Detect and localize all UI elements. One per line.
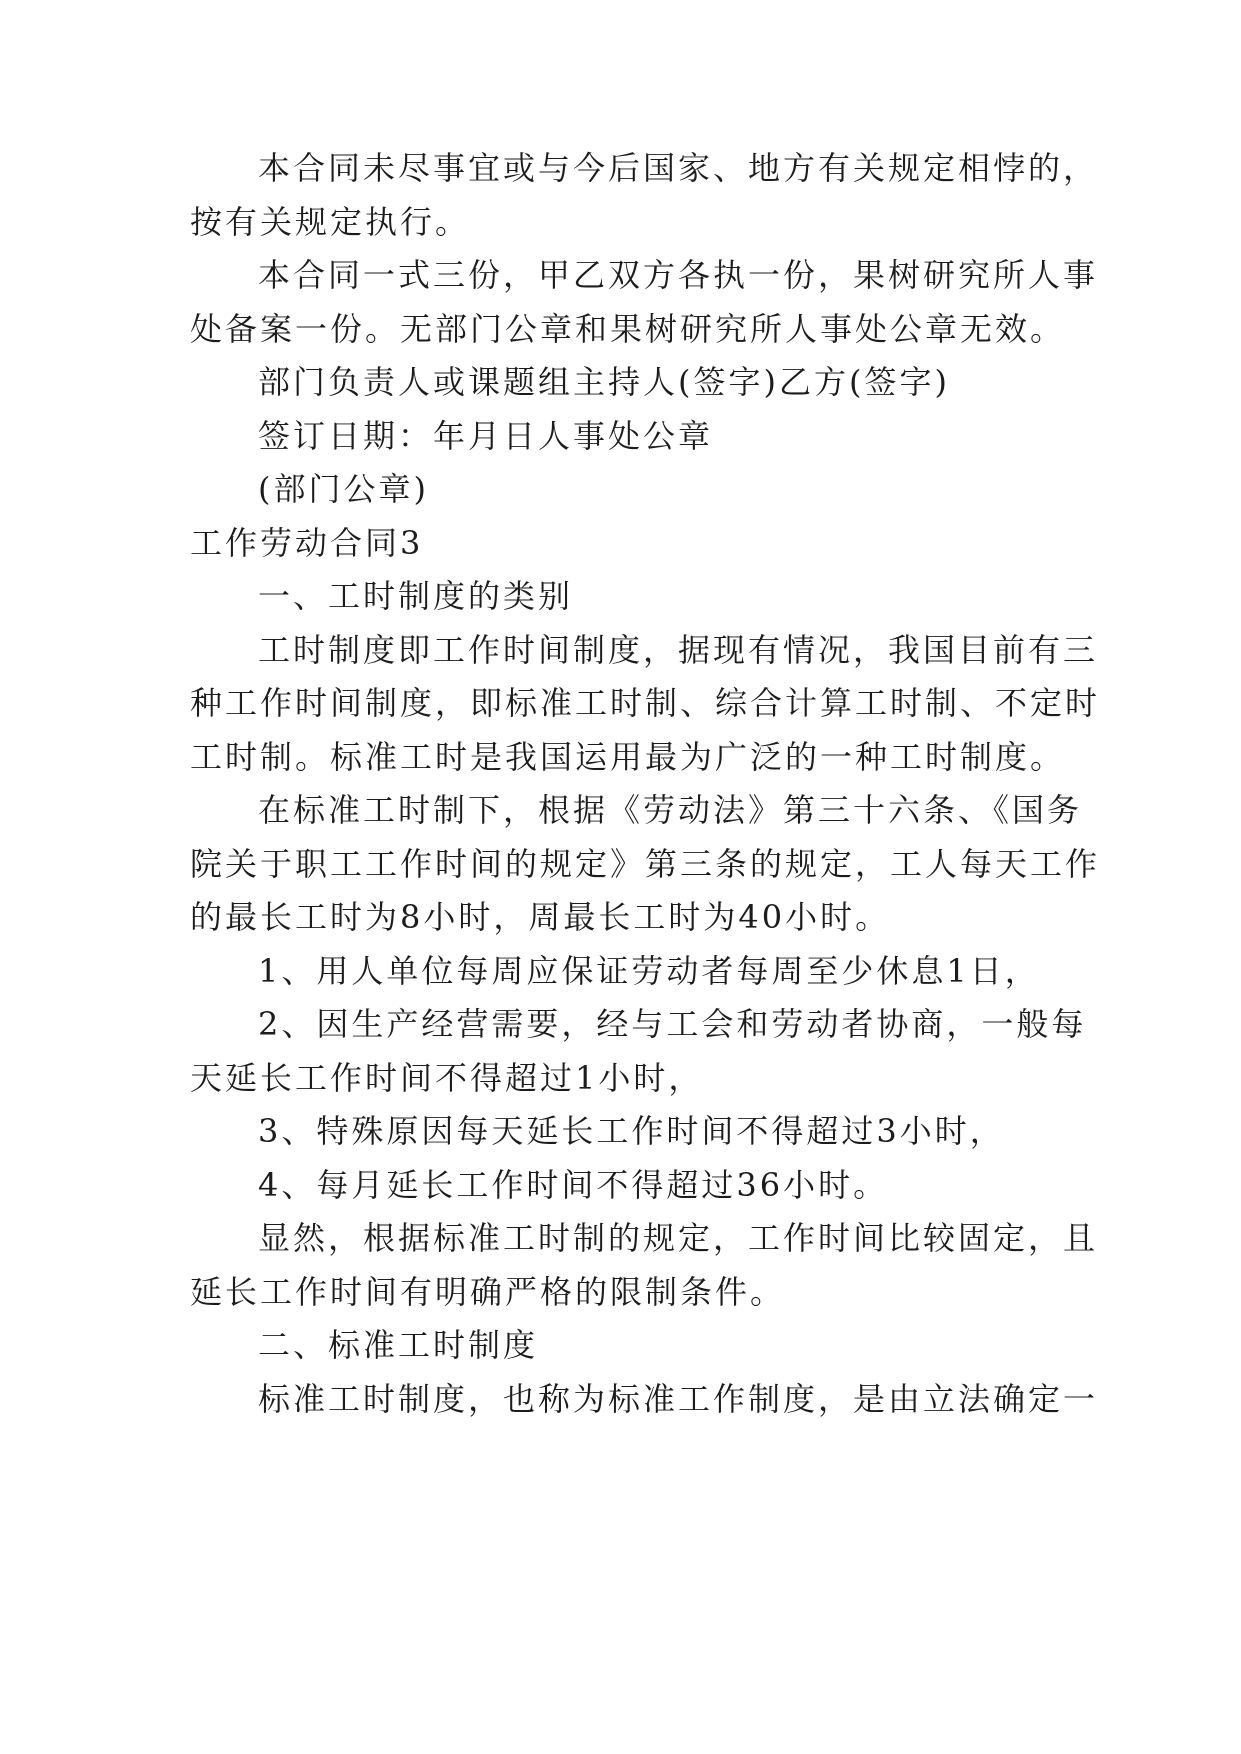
paragraph-line: 显然，根据标准工时制的规定，工作时间比较固定，且 <box>258 1219 1099 1257</box>
list-item-continuation: 天延长工作时间不得超过1小时， <box>190 1059 704 1097</box>
list-item: 2、因生产经营需要，经与工会和劳动者协商，一般每 <box>258 1005 1087 1043</box>
list-item: 3、特殊原因每天延长工作时间不得超过3小时， <box>258 1112 1005 1150</box>
paragraph-line: 的最长工时为8小时，周最长工时为40小时。 <box>190 898 891 936</box>
list-item: 1、用人单位每周应保证劳动者每周至少休息1日， <box>258 952 1040 990</box>
paragraph-line: 按有关规定执行。 <box>190 203 471 241</box>
paragraph-line: 延长工作时间有明确严格的限制条件。 <box>190 1273 786 1311</box>
paragraph-line: 在标准工时制下，根据《劳动法》第三十六条、《国务 <box>258 791 1083 829</box>
paragraph-line: 处备案一份。无部门公章和果树研究所人事处公章无效。 <box>190 310 1066 348</box>
stamp-line: (部门公章) <box>258 470 429 508</box>
paragraph-line: 工时制。标准工时是我国运用最为广泛的一种工时制度。 <box>190 738 1066 776</box>
subsection-heading: 二、标准工时制度 <box>258 1326 539 1364</box>
paragraph-line: 种工作时间制度，即标准工时制、综合计算工时制、不定时 <box>190 684 1101 722</box>
list-item: 4、每月延长工作时间不得超过36小时。 <box>258 1166 889 1204</box>
paragraph-line: 本合同一式三份，甲乙双方各执一份，果树研究所人事 <box>258 256 1099 294</box>
paragraph-line: 院关于职工工作时间的规定》第三条的规定，工人每天工作 <box>190 845 1101 883</box>
paragraph-line: 本合同未尽事宜或与今后国家、地方有关规定相悖的， <box>258 149 1099 187</box>
section-heading: 工作劳动合同3 <box>190 524 424 562</box>
signature-line: 部门负责人或课题组主持人(签字)乙方(签字) <box>258 363 950 401</box>
paragraph-line: 标准工时制度，也称为标准工作制度，是由立法确定一 <box>258 1380 1099 1418</box>
subsection-heading: 一、工时制度的类别 <box>258 577 574 615</box>
paragraph-line: 工时制度即工作时间制度，据现有情况，我国目前有三 <box>258 631 1099 669</box>
date-line: 签订日期：年月日人事处公章 <box>258 417 714 455</box>
